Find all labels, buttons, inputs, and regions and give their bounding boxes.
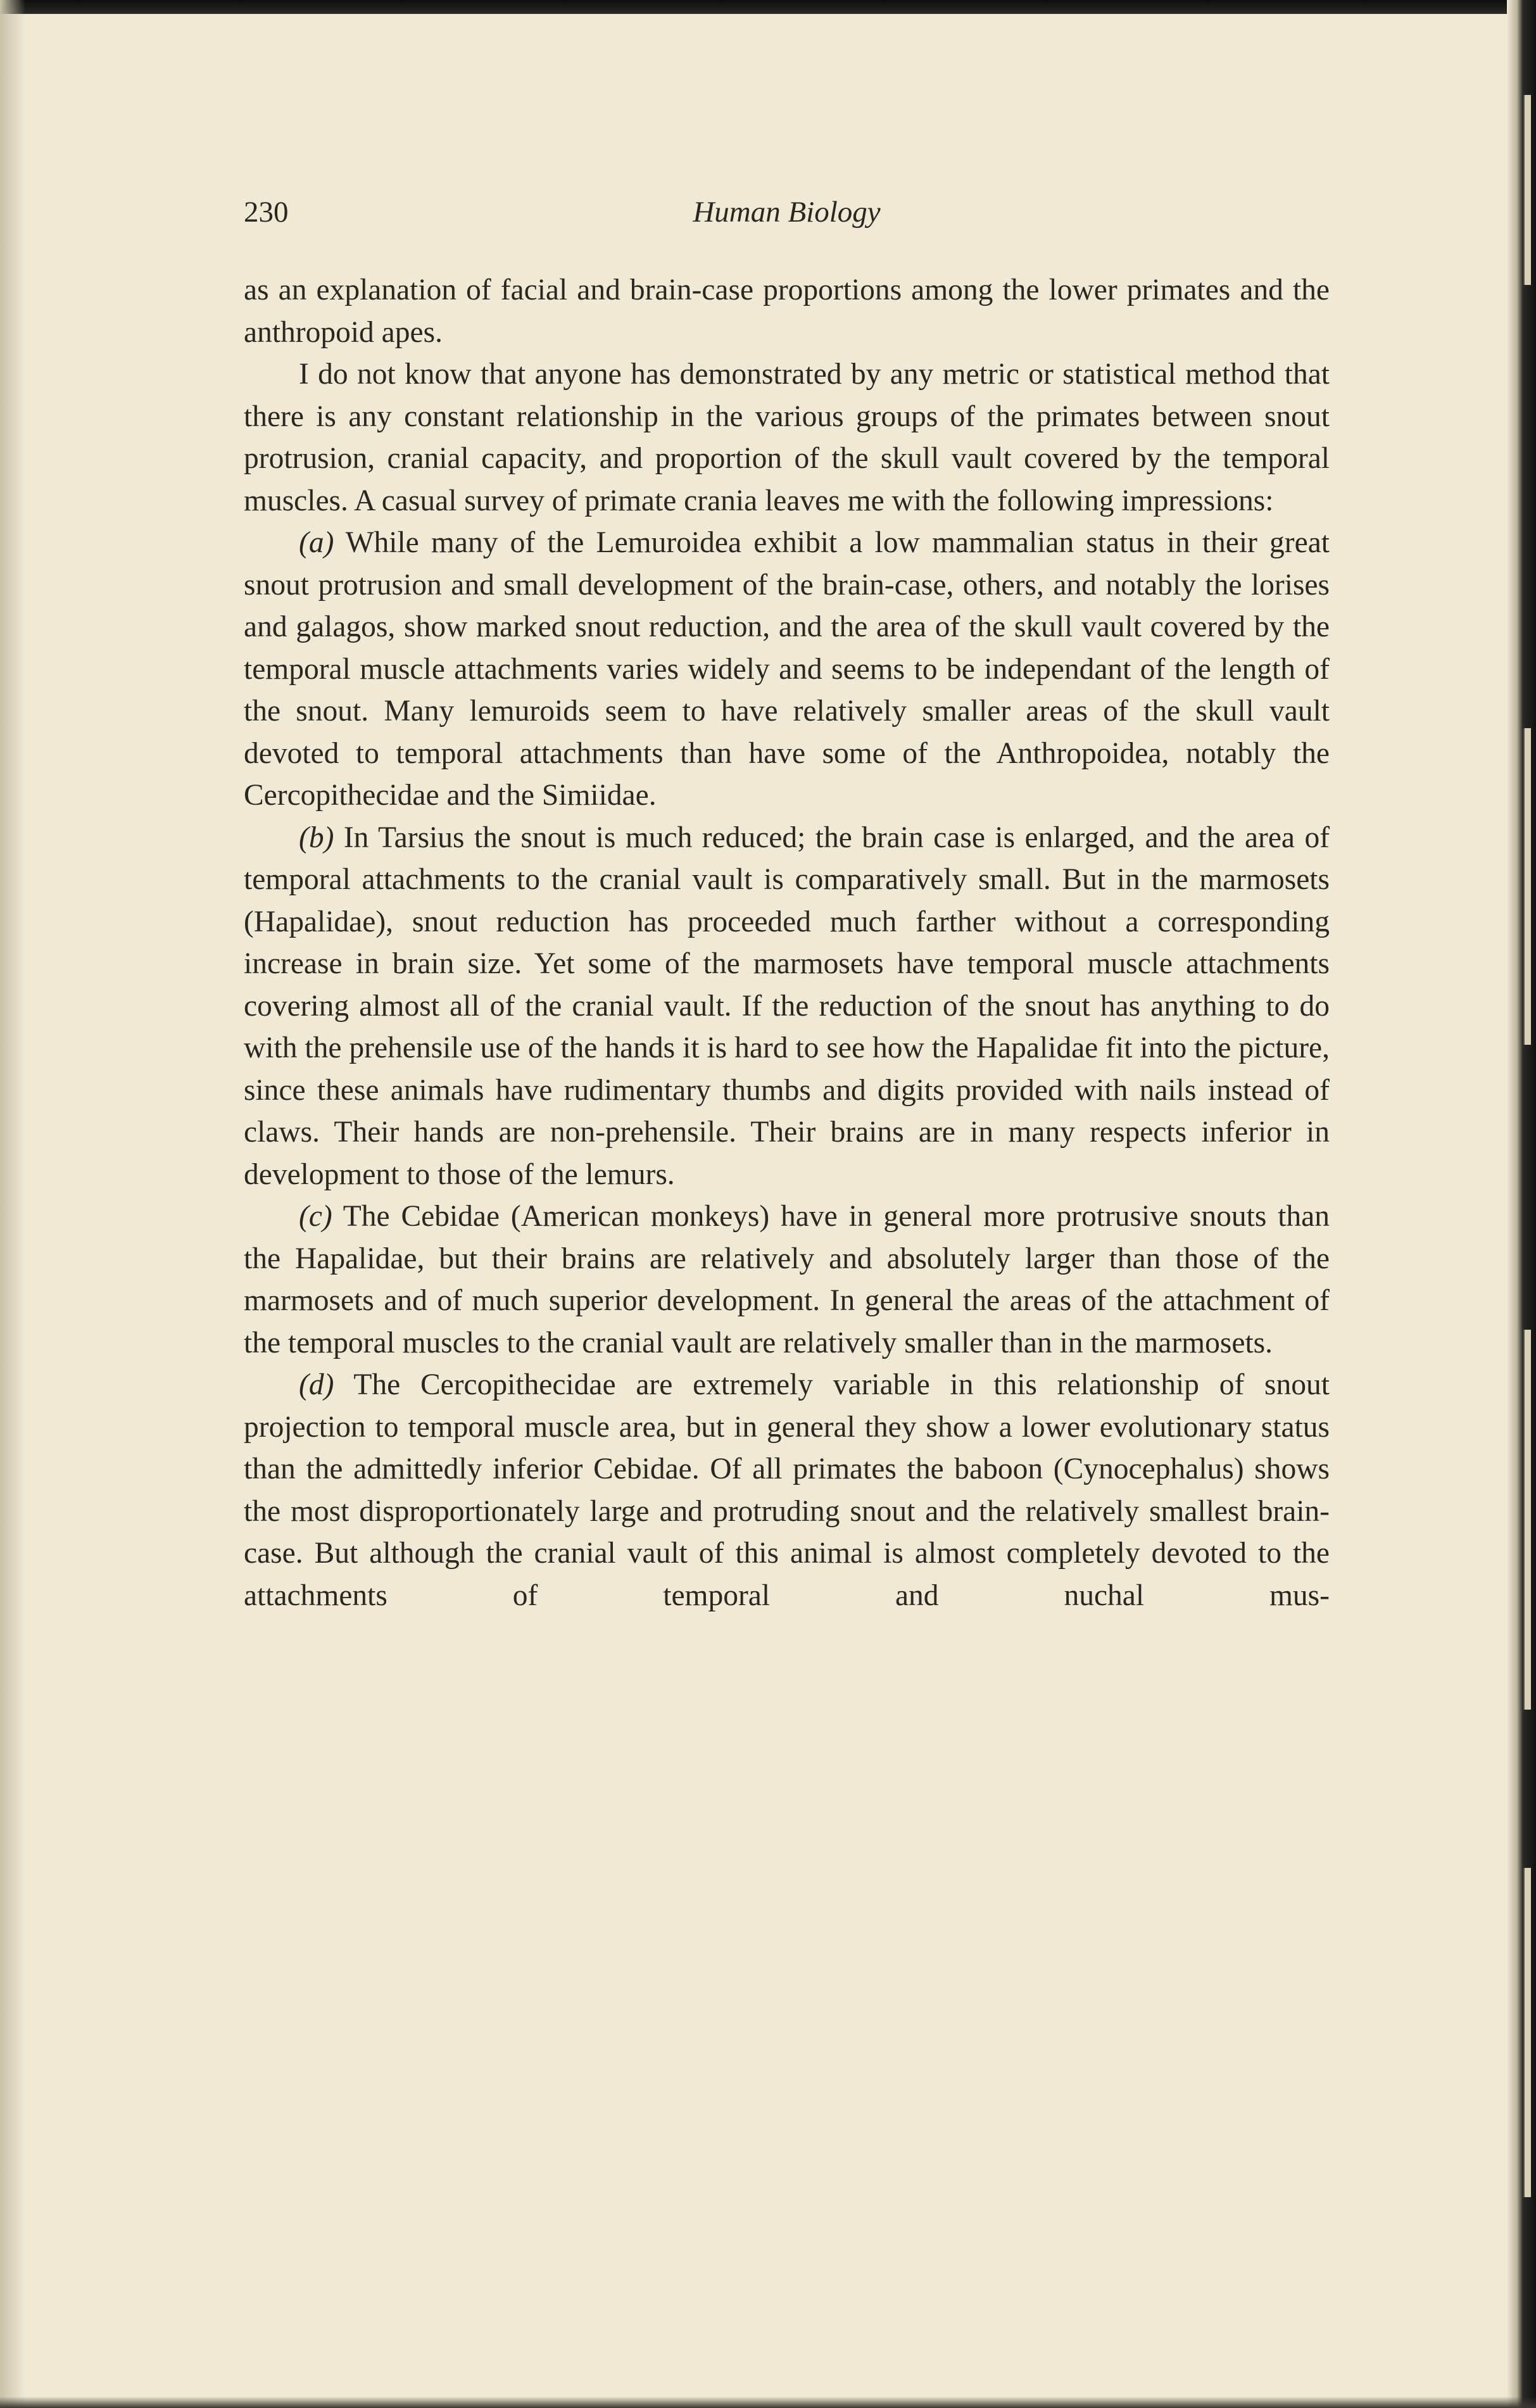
page-edge-strip — [1523, 95, 1531, 285]
list-marker: (c) — [299, 1200, 332, 1233]
paragraph-b — [244, 817, 1330, 1196]
scan-top-edge — [0, 0, 1536, 14]
paragraph-text: In Tarsius the snout is much reduced; the brain case is enlarged, and the area of temporal attachments to the cranial vault is comparatively small. But in the marmosets (Hapalidae), snout reduction has proceeded much farther without a corresponding increase in brain size. Yet some of the marmosets have temporal muscle attachments covering almost all of the cranial vault. If the reduction of the snout has anything to do with the prehensile use of the hands it is hard to see how the Hapalidae fit into the picture, since these animals have rudimentary thumbs and digits provided with nails instead of claws. Their hands are non-prehensile. Their brains are in many respects inferior in development to those of the lemurs. — [244, 821, 1330, 1191]
paragraph-continuation — [244, 269, 1330, 353]
paragraph-text: as an explanation of facial and brain-case proportions among the lower primates and the anthropoid apes. — [244, 274, 1330, 349]
paragraph-text: While many of the Lemuroidea exhibit a low mammalian status in their great snout protrusion and small development of the brain-case, others, and notably the lorises and galagos, show marked snout reduction, and the area of the skull vault covered by the temporal muscle attachments varies widely and seems to be independant of the length of the snout. Many lemuroids seem to have relatively smaller areas of the skull vault devoted to temporal attachments than have some of the Anthropoidea, notably the Cercopithecidae and the Simiidae. — [244, 526, 1330, 812]
paragraph-d — [244, 1364, 1330, 1617]
paragraph-text: The Cercopithecidae are extremely variable in this relationship of snout projection to temporal muscle area, but in general they show a lower evolutionary status than the admittedly inferior Cebidae. Of all primates the baboon (Cynocephalus) shows the most disproportionately large and protruding snout and the relatively smallest brain-case. But although the cranial vault of this animal is almost completely devoted to the attachments of temporal and nuchal mus- — [244, 1368, 1330, 1612]
list-marker: (a) — [299, 526, 334, 559]
list-marker: (d) — [299, 1368, 334, 1401]
paragraph-text: I do not know that anyone has demonstrated by any metric or statistical method that there is any constant relationship in the various groups of the primates between snout protrusion, cranial capacity, and proportion of the skull vault covered by the temporal muscles. A casual survey of primate crania leaves me with the following impressions: — [244, 358, 1330, 517]
journal-title: Human Biology — [693, 196, 881, 229]
body-text — [244, 269, 1330, 1617]
page-gutter-shadow — [0, 0, 25, 2408]
scan-right-edge — [1507, 0, 1536, 2408]
paragraph-c — [244, 1195, 1330, 1364]
paragraph — [244, 353, 1330, 522]
page-number: 230 — [244, 196, 289, 229]
paragraph-a — [244, 522, 1330, 817]
paragraph-text: The Cebidae (American monkeys) have in general more protrusive snouts than the Hapalidae, but their brains are relatively and absolutely larger than those of the marmosets and of much superior development. In general the areas of the attachment of the temporal muscles to the cranial vault are relatively smaller than in the marmosets. — [244, 1200, 1330, 1359]
page-edge-strip — [1523, 728, 1531, 1045]
page-edge-strip — [1523, 1330, 1531, 1710]
running-head — [244, 195, 1330, 239]
list-marker: (b) — [299, 821, 334, 854]
page-edge-strip — [1523, 1868, 1531, 2197]
scan-bottom-edge — [0, 2397, 1536, 2408]
